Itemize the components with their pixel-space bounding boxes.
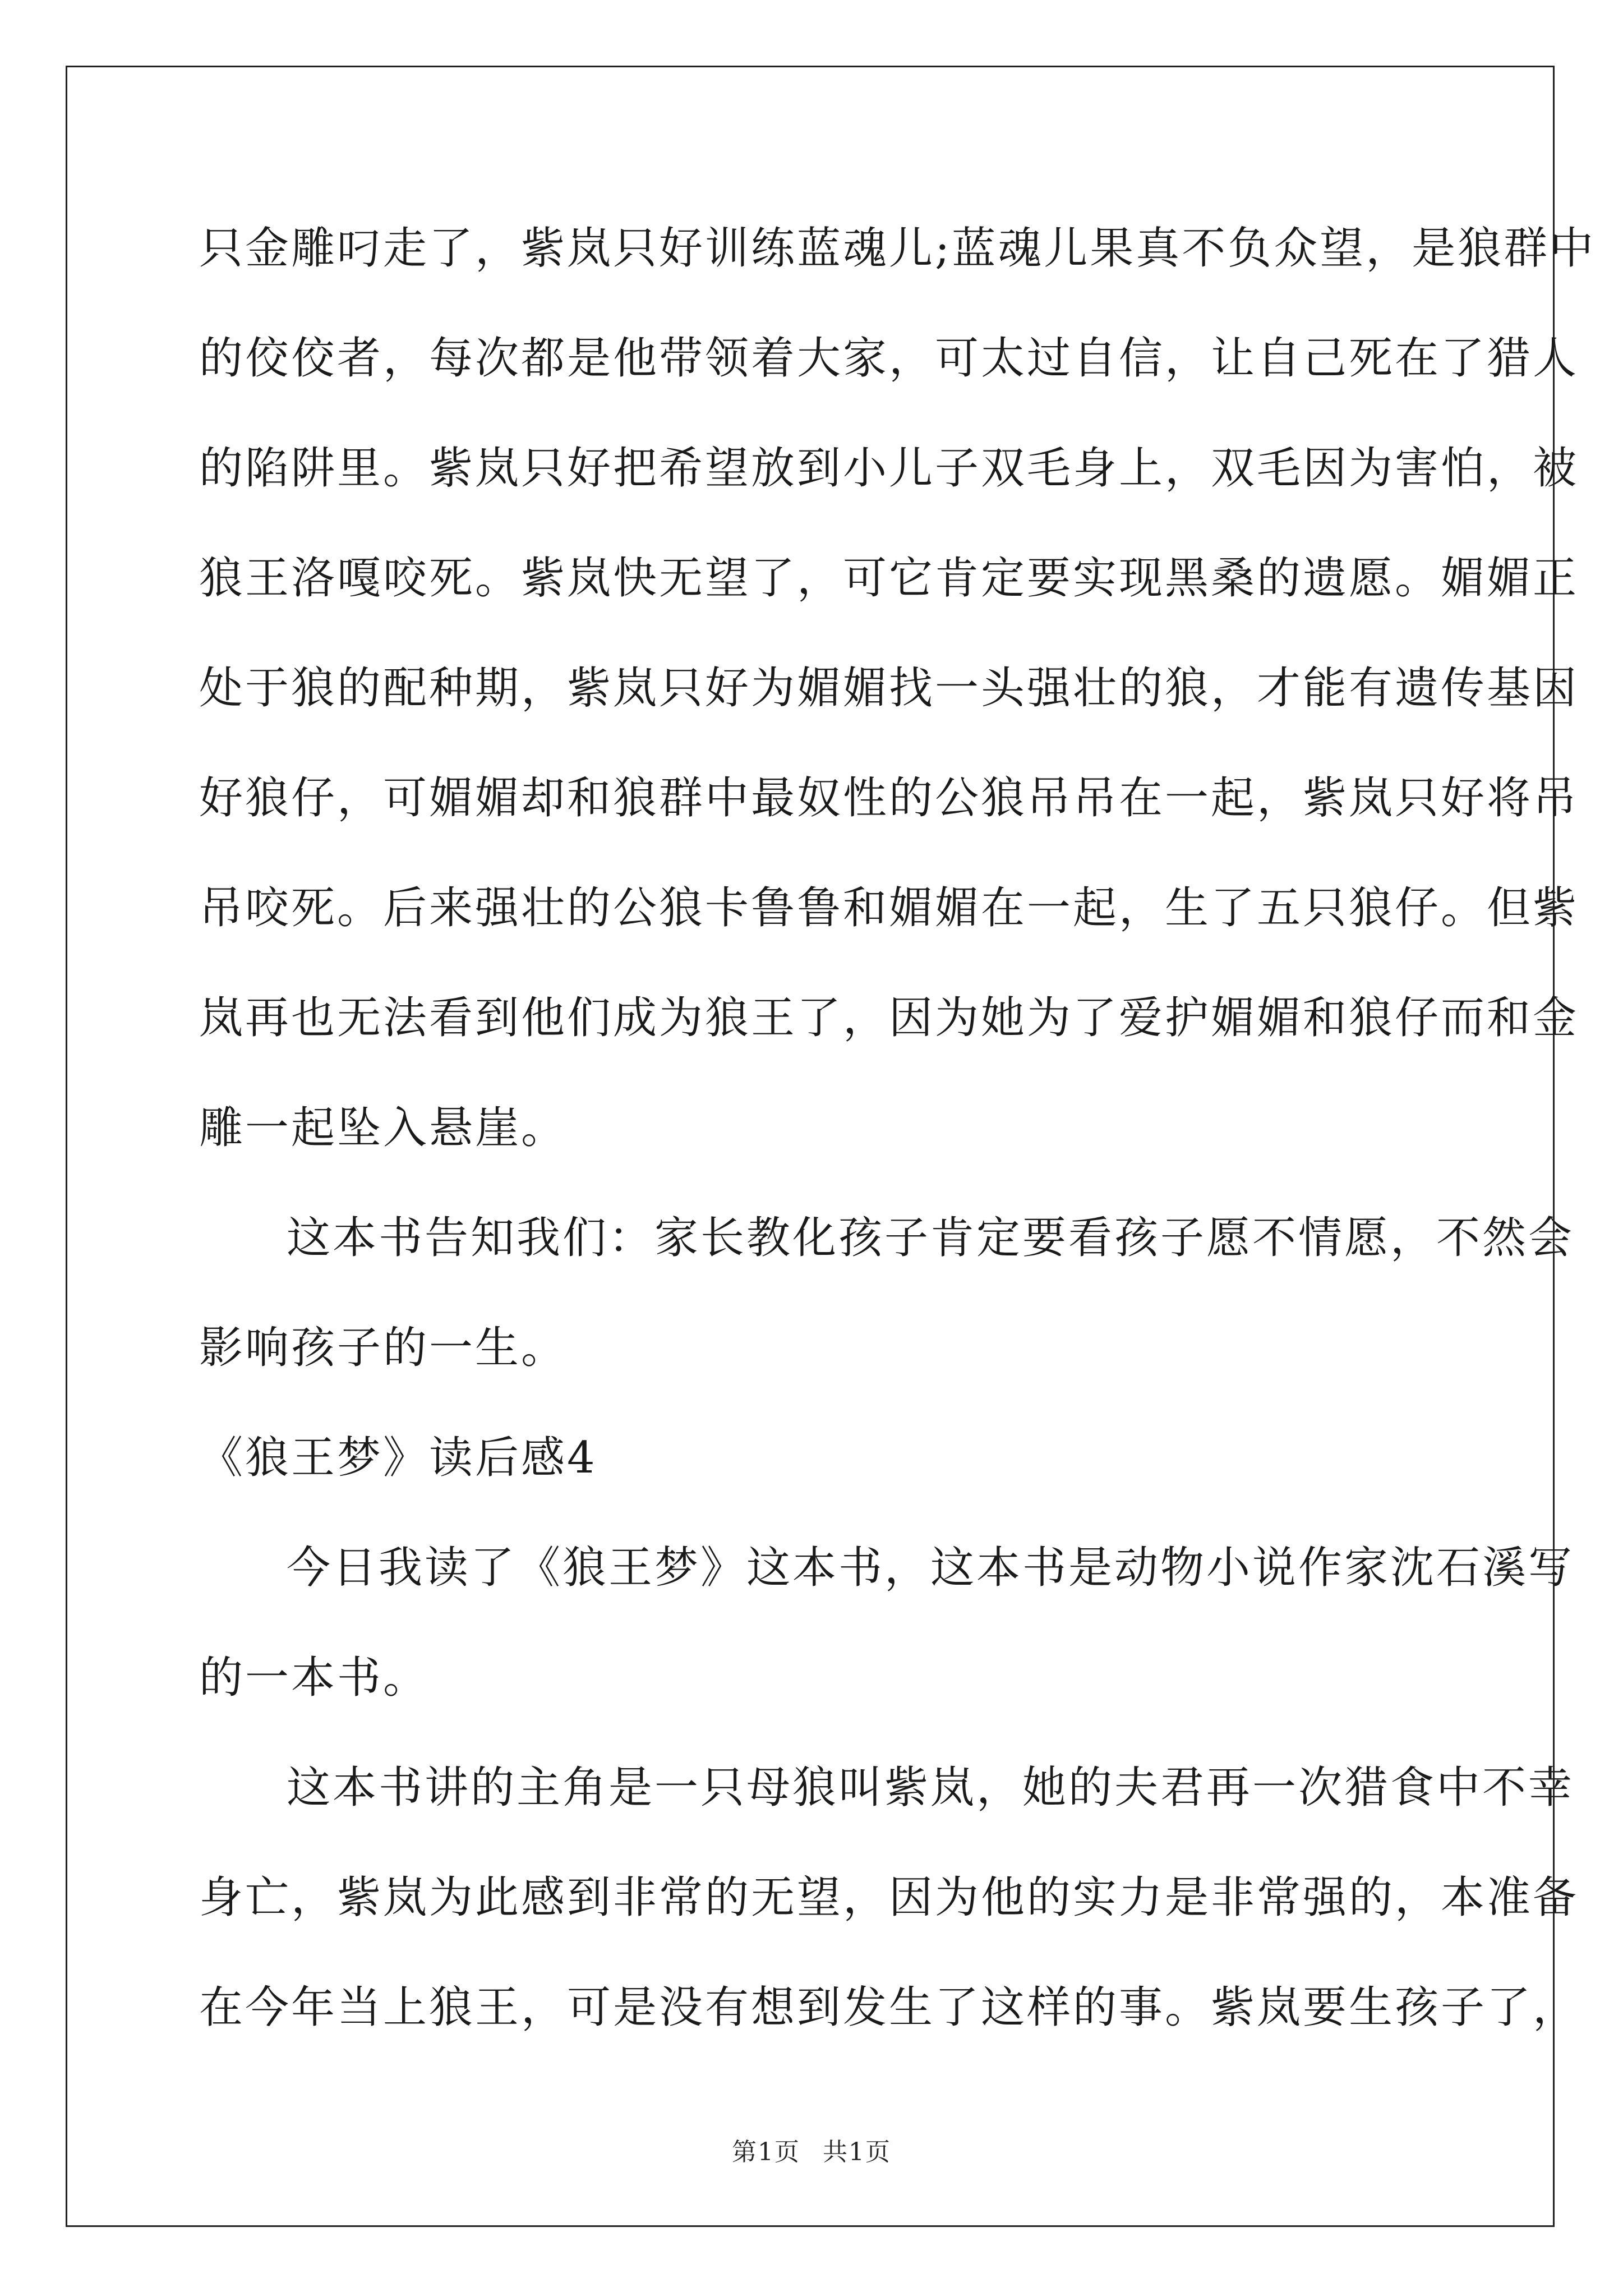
text-line: 在今年当上狼王，可是没有想到发生了这样的事。紫岚要生孩子了，	[199, 1982, 1579, 2033]
text-line: 雕一起坠入悬崖。	[199, 1103, 568, 1153]
text-line: 的陷阱里。紫岚只好把希望放到小儿子双毛身上，双毛因为害怕，被	[199, 443, 1579, 494]
paragraph-start-line: 这本书讲的主角是一只母狼叫紫岚，她的夫君再一次猎食中不幸	[287, 1763, 1575, 1813]
text-line: 的佼佼者，每次都是他带领着大家，可太过自信，让自己死在了猎人	[199, 333, 1579, 384]
paragraph-start-line: 今日我读了《狼王梦》这本书，这本书是动物小说作家沈石溪写	[287, 1543, 1575, 1593]
text-line: 影响孩子的一生。	[199, 1323, 568, 1373]
text-line: 好狼仔，可媚媚却和狼群中最奴性的公狼吊吊在一起，紫岚只好将吊	[199, 773, 1579, 823]
document-body	[199, 194, 1596, 2063]
page-footer	[0, 2132, 1623, 2168]
text-line: 身亡，紫岚为此感到非常的无望，因为他的实力是非常强的，本准备	[199, 1872, 1579, 1923]
text-line: 处于狼的配种期，紫岚只好为媚媚找一头强壮的狼，才能有遗传基因	[199, 663, 1579, 714]
page-total: 共1页	[823, 2138, 891, 2166]
section-heading: 《狼王梦》读后感4	[199, 1433, 597, 1483]
paragraph-start-line: 这本书告知我们：家长教化孩子肯定要看孩子愿不情愿，不然会	[287, 1213, 1575, 1263]
text-line: 吊咬死。后来强壮的公狼卡鲁鲁和媚媚在一起，生了五只狼仔。但紫	[199, 883, 1579, 933]
text-line: 只金雕叼走了，紫岚只好训练蓝魂儿;蓝魂儿果真不负众望，是狼群中	[199, 223, 1596, 274]
text-line: 狼王洛嘎咬死。紫岚快无望了，可它肯定要实现黑桑的遗愿。媚媚正	[199, 553, 1579, 604]
text-line: 的一本书。	[199, 1653, 430, 1703]
page-number: 第1页	[732, 2138, 800, 2166]
text-line: 岚再也无法看到他们成为狼王了，因为她为了爱护媚媚和狼仔而和金	[199, 993, 1579, 1043]
